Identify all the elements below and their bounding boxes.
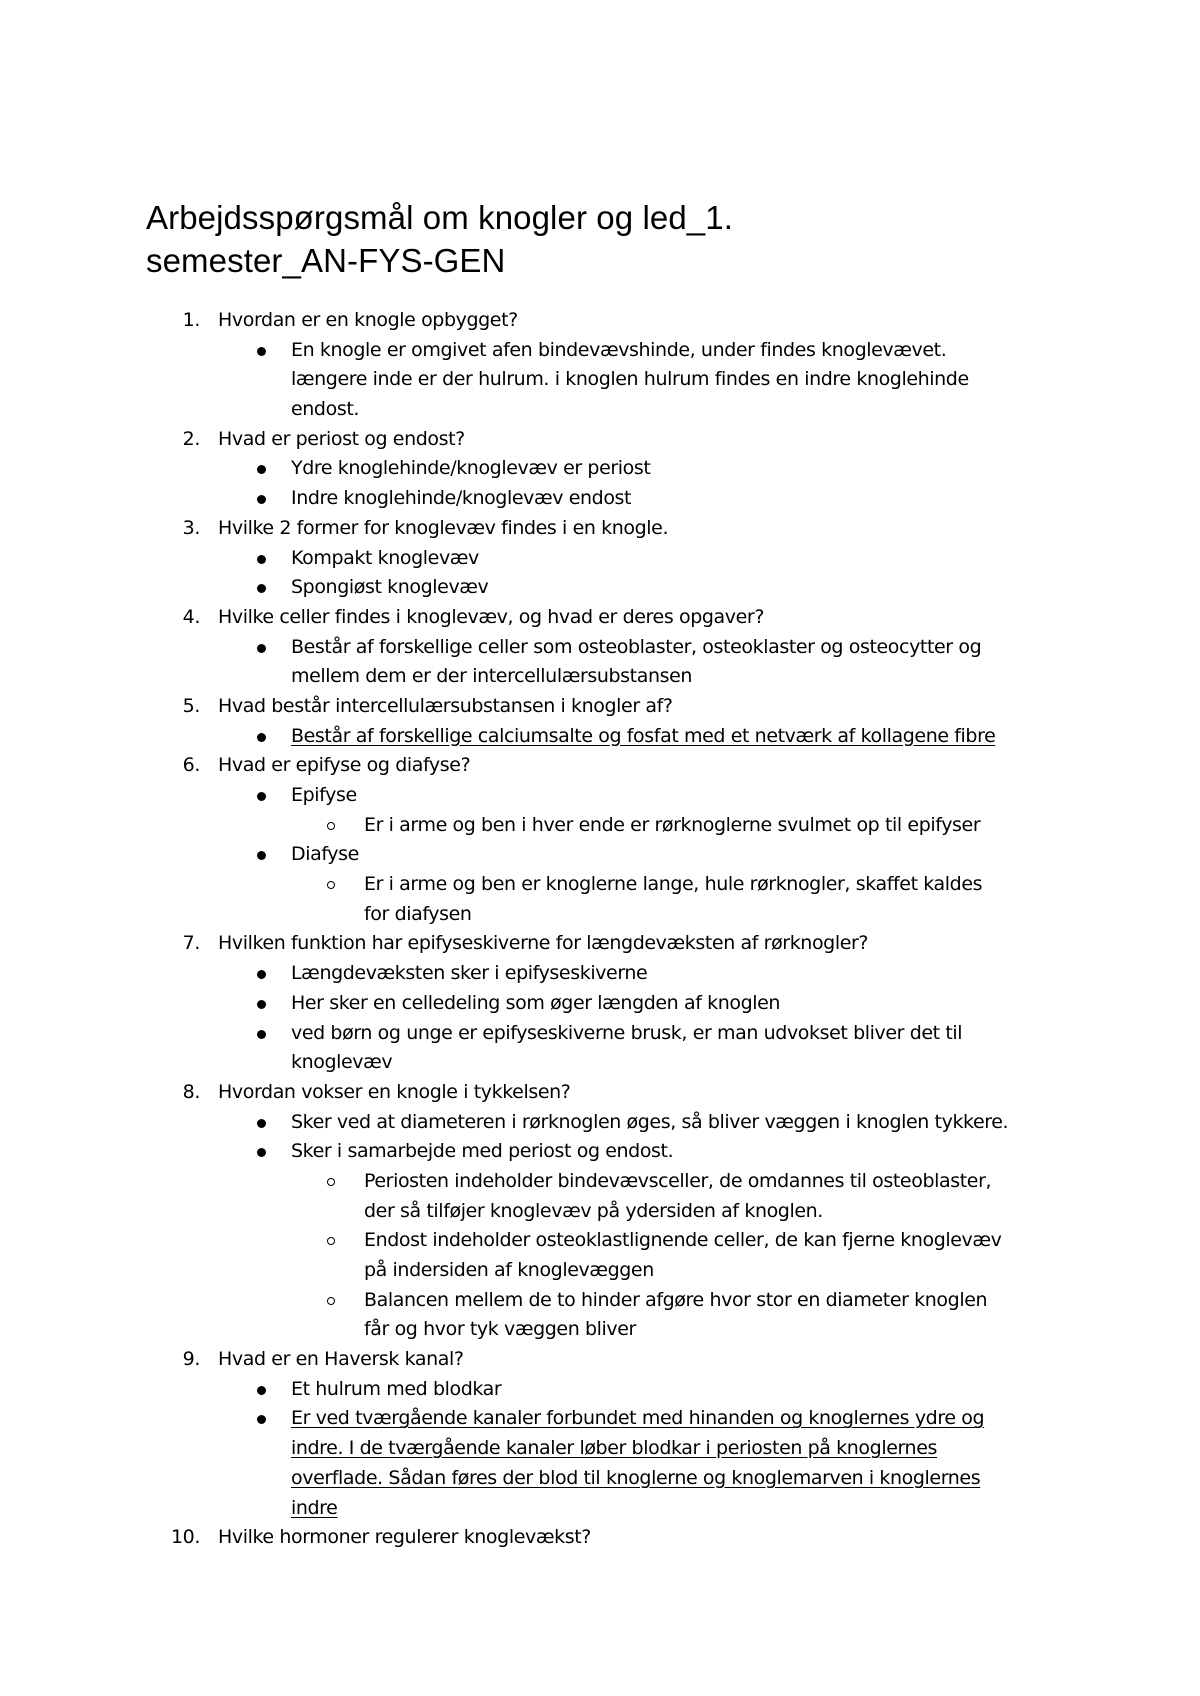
answer-bullet	[0, 1137, 1200, 1167]
answer-text-underlined: Er ved tværgående kanaler forbundet med hinanden og knoglernes ydre og	[291, 1407, 985, 1430]
question-item	[0, 1078, 1200, 1108]
answer-text: mellem dem er der intercellulærsubstansen	[291, 665, 693, 688]
question-item	[0, 929, 1200, 959]
bullet-dot-icon	[257, 1030, 266, 1039]
answer-bullet	[0, 722, 1200, 752]
bullet-dot-icon	[257, 347, 266, 356]
answer-text: Indre knoglehinde/knoglevæv endost	[291, 487, 632, 510]
answer-text-underlined: indre. I de tværgående kanaler løber blodkar i periosten på knoglernes	[291, 1437, 937, 1460]
answer-text: En knogle er omgivet afen bindevævshinde, under findes knoglevævet.	[291, 338, 947, 361]
answer-subbullet	[0, 870, 1200, 900]
question-text: Hvilken funktion har epifyseskiverne for længdevæksten af rørknogler?	[218, 932, 869, 955]
question-text: Hvilke celler findes i knoglevæv, og hvad er deres opgaver?	[218, 605, 765, 628]
answer-continuation	[0, 1256, 1200, 1286]
answer-text: Epifyse	[291, 784, 357, 806]
bullet-dot-icon	[257, 1000, 266, 1009]
question-item	[0, 603, 1200, 633]
question-item	[0, 1523, 1200, 1553]
answer-text: Ydre knoglehinde/knoglevæv er periost	[291, 457, 651, 480]
answer-bullet	[0, 840, 1200, 870]
answer-text: Diafyse	[291, 843, 359, 866]
bullet-dot-icon	[257, 555, 266, 564]
answer-continuation	[0, 662, 1200, 692]
question-number: 8.	[182, 1080, 200, 1103]
question-item	[0, 514, 1200, 544]
answer-continuation	[0, 900, 1200, 930]
bullet-dot-icon	[257, 1386, 266, 1395]
question-text: Hvad er epifyse og diafyse?	[218, 754, 471, 777]
question-item	[0, 692, 1200, 722]
answer-bullet	[0, 1019, 1200, 1049]
answer-bullet	[0, 781, 1200, 811]
answer-text-underlined: Består af forskellige calciumsalte og fosfat med et netværk af kollagene fibre	[291, 724, 996, 747]
answer-text: for diafysen	[364, 902, 472, 925]
answer-bullet	[0, 959, 1200, 989]
answer-text: Periosten indeholder bindevævsceller, de omdannes til osteoblaster,	[364, 1169, 992, 1192]
question-number: 9.	[182, 1348, 200, 1371]
answer-text-underlined: overflade. Sådan føres der blod til knoglerne og knoglemarven i knoglernes	[291, 1466, 981, 1489]
answer-subbullet	[0, 1286, 1200, 1316]
title-line-1: Arbejdsspørgsmål om knogler og led_1.	[146, 199, 733, 236]
answer-text: får og hvor tyk væggen bliver	[364, 1318, 636, 1341]
answer-text: knoglevæv	[291, 1051, 393, 1074]
answer-bullet	[0, 633, 1200, 663]
answer-bullet	[0, 1404, 1200, 1434]
answer-bullet	[0, 454, 1200, 484]
answer-text: længere inde er der hulrum. i knoglen hulrum findes en indre knoglehinde	[291, 368, 969, 391]
question-text: Hvad består intercellulærsubstansen i knogler af?	[218, 694, 673, 717]
question-text: Hvilke 2 former for knoglevæv findes i en knogle.	[218, 516, 669, 539]
answer-text: Et hulrum med blodkar	[291, 1377, 502, 1400]
answer-text: Er i arme og ben er knoglerne lange, hule rørknogler, skaffet kaldes	[364, 873, 983, 896]
question-number: 10.	[170, 1526, 200, 1549]
question-number: 7.	[182, 932, 200, 955]
bullet-circle-icon	[327, 881, 335, 889]
answer-continuation	[0, 395, 1200, 425]
question-list	[0, 306, 1200, 1553]
answer-continuation	[0, 1197, 1200, 1227]
question-number: 2.	[182, 427, 200, 450]
answer-text: Sker i samarbejde med periost og endost.	[291, 1140, 674, 1163]
answer-bullet	[0, 544, 1200, 574]
answer-bullet	[0, 484, 1200, 514]
bullet-dot-icon	[257, 465, 266, 474]
question-item	[0, 306, 1200, 336]
answer-text: Spongiøst knoglevæv	[291, 576, 489, 599]
answer-continuation	[0, 1048, 1200, 1078]
answer-bullet	[0, 989, 1200, 1019]
bullet-dot-icon	[257, 644, 266, 653]
bullet-circle-icon	[327, 822, 335, 830]
answer-text: Kompakt knoglevæv	[291, 546, 479, 569]
answer-text: Er i arme og ben i hver ende er rørknoglerne svulmet op til epifyser	[364, 813, 981, 836]
answer-subbullet	[0, 1226, 1200, 1256]
question-text: Hvordan er en knogle opbygget?	[218, 309, 518, 331]
answer-text-underlined: indre	[291, 1496, 338, 1519]
question-number: 3.	[182, 516, 200, 539]
answer-subbullet	[0, 1167, 1200, 1197]
bullet-circle-icon	[327, 1178, 335, 1186]
bullet-dot-icon	[257, 733, 266, 742]
answer-bullet	[0, 336, 1200, 366]
answer-text: endost.	[291, 398, 360, 421]
answer-text: Sker ved at diameteren i rørknoglen øges, så bliver væggen i knoglen tykkere.	[291, 1110, 1009, 1133]
bullet-dot-icon	[257, 584, 266, 593]
bullet-dot-icon	[257, 1148, 266, 1157]
question-text: Hvad er periost og endost?	[218, 427, 465, 450]
bullet-dot-icon	[257, 1119, 266, 1128]
bullet-dot-icon	[257, 792, 266, 801]
answer-subbullet	[0, 811, 1200, 841]
bullet-dot-icon	[257, 851, 266, 860]
answer-text: Længdevæksten sker i epifyseskiverne	[291, 962, 648, 985]
document-title	[146, 196, 1106, 282]
answer-continuation	[0, 1464, 1200, 1494]
question-item	[0, 751, 1200, 781]
answer-text: Balancen mellem de to hinder afgøre hvor stor en diameter knoglen	[364, 1288, 988, 1311]
question-text: Hvilke hormoner regulerer knoglevækst?	[218, 1526, 591, 1549]
answer-continuation	[0, 1434, 1200, 1464]
question-number: 5.	[182, 694, 200, 717]
bullet-dot-icon	[257, 1415, 266, 1424]
answer-continuation	[0, 1315, 1200, 1345]
answer-bullet	[0, 1108, 1200, 1138]
title-line-2: semester_AN-FYS-GEN	[146, 242, 506, 279]
answer-text: på indersiden af knoglevæggen	[364, 1259, 654, 1281]
question-text: Hvordan vokser en knogle i tykkelsen?	[218, 1080, 571, 1103]
question-item	[0, 1345, 1200, 1375]
question-item	[0, 425, 1200, 455]
answer-bullet	[0, 573, 1200, 603]
answer-bullet	[0, 1375, 1200, 1405]
question-number: 6.	[182, 754, 200, 777]
answer-continuation	[0, 1494, 1200, 1524]
question-number: 1.	[182, 309, 200, 331]
answer-continuation	[0, 365, 1200, 395]
answer-text: Endost indeholder osteoklastlignende celler, de kan fjerne knoglevæv	[364, 1229, 1002, 1252]
answer-text: Består af forskellige celler som osteoblaster, osteoklaster og osteocytter og	[291, 635, 982, 658]
bullet-circle-icon	[327, 1237, 335, 1245]
bullet-circle-icon	[327, 1297, 335, 1305]
answer-text: der så tilføjer knoglevæv på ydersiden af knoglen.	[364, 1199, 823, 1222]
question-text: Hvad er en Haversk kanal?	[218, 1348, 464, 1371]
answer-text: ved børn og unge er epifyseskiverne brusk, er man udvokset bliver det til	[291, 1021, 963, 1044]
answer-text: Her sker en celledeling som øger længden af knoglen	[291, 991, 781, 1014]
bullet-dot-icon	[257, 495, 266, 504]
bullet-dot-icon	[257, 970, 266, 979]
question-number: 4.	[182, 605, 200, 628]
